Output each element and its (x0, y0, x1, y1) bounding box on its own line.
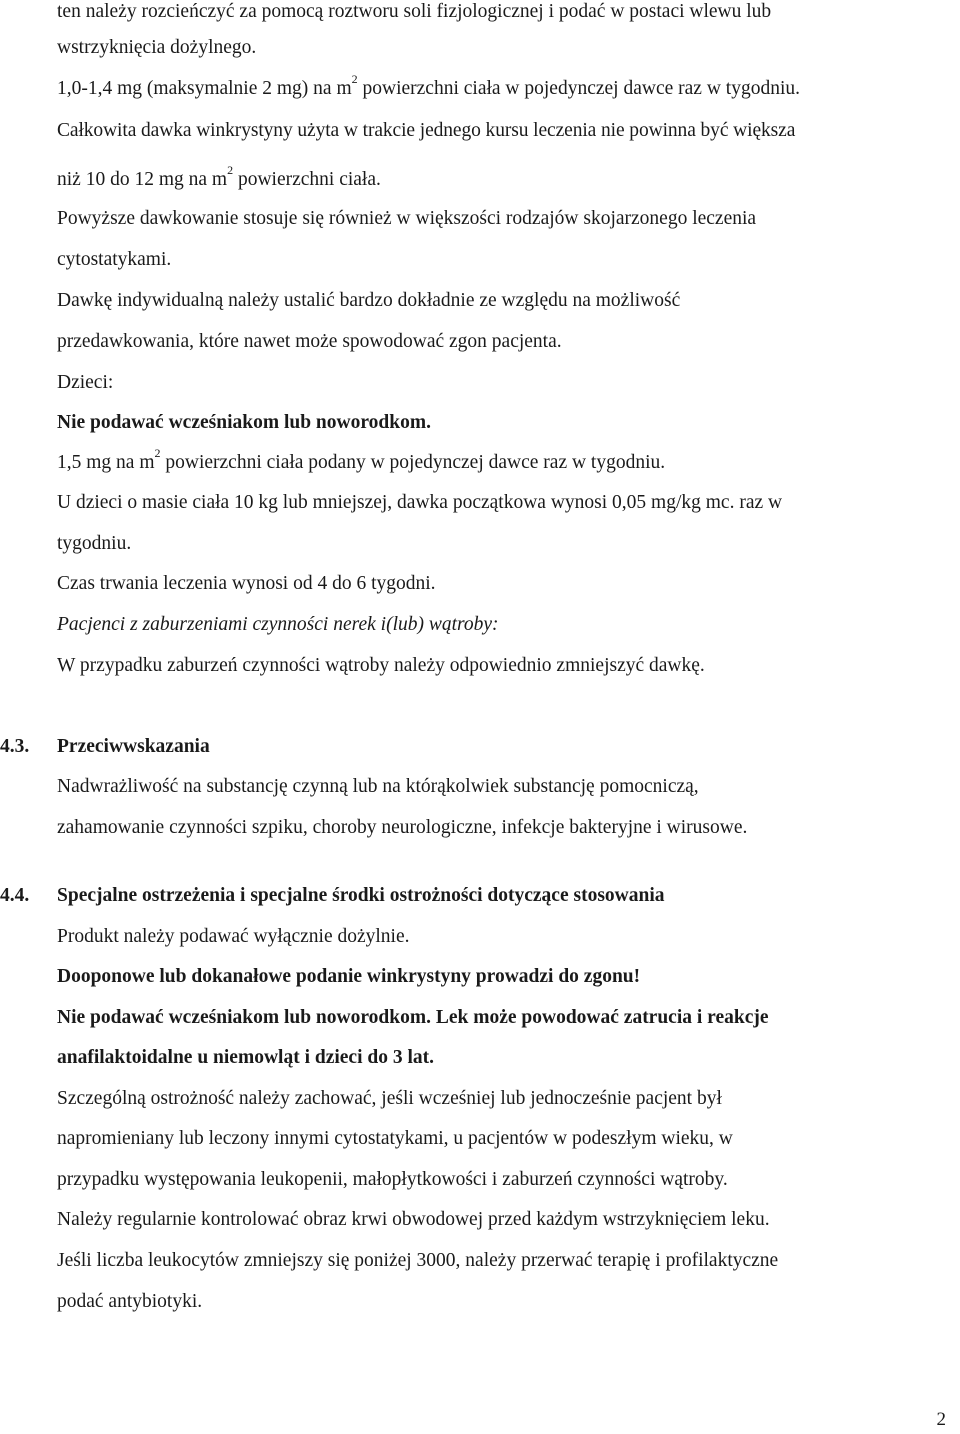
superscript: 2 (227, 163, 234, 177)
section-number: 4.4. (0, 885, 30, 906)
section-number: 4.3. (0, 736, 30, 757)
warning-line: Nie podawać wcześniakom lub noworodkom. Lek może powodować zatrucia i reakcje (57, 1007, 769, 1028)
text-line (57, 446, 666, 476)
warning-line: anafilaktoidalne u niemowląt i dzieci do 3 lat. (57, 1047, 435, 1068)
text-line: cytostatykami. (57, 249, 172, 270)
text-span: powierzchni ciała podany w pojedynczej dawce raz w tygodniu. (160, 452, 666, 473)
text-line: Nadwrażliwość na substancję czynną lub na którąkolwiek substancję pomocniczą, (57, 776, 699, 797)
text-line: przypadku występowania leukopenii, małopłytkowości i zaburzeń czynności wątroby. (57, 1169, 728, 1190)
text-span: niż 10 do 12 mg na m (57, 169, 228, 190)
text-line: Dawkę indywidualną należy ustalić bardzo dokładnie ze względu na możliwość (57, 290, 681, 311)
superscript: 2 (351, 72, 358, 86)
text-line (57, 163, 381, 193)
text-line: Czas trwania leczenia wynosi od 4 do 6 tygodni. (57, 573, 436, 594)
text-line: Jeśli liczba leukocytów zmniejszy się poniżej 3000, należy przerwać terapię i profilaktyczne (57, 1250, 779, 1271)
text-line: Całkowita dawka winkrystyny użyta w trakcie jednego kursu leczenia nie powinna być większa (57, 120, 796, 141)
text-line: U dzieci o masie ciała 10 kg lub mniejszej, dawka początkowa wynosi 0,05 mg/kg mc. raz w (57, 492, 783, 513)
page-number: 2 (936, 1409, 946, 1430)
text-line: ten należy rozcieńczyć za pomocą roztworu soli fizjologicznej i podać w postaci wlewu lub (57, 1, 772, 22)
text-span: 1,5 mg na m (57, 452, 155, 473)
text-span: powierzchni ciała w pojedynczej dawce raz w tygodniu. (357, 78, 800, 99)
text-line: Szczególną ostrożność należy zachować, jeśli wcześniej lub jednocześnie pacjent był (57, 1088, 722, 1109)
text-line: tygodniu. (57, 533, 132, 554)
section-title: Przeciwwskazania (57, 736, 210, 757)
text-span: 1,0-1,4 mg (maksymalnie 2 mg) na m (57, 78, 352, 99)
text-line: wstrzyknięcia dożylnego. (57, 37, 257, 58)
section-title: Specjalne ostrzeżenia i specjalne środki ostrożności dotyczące stosowania (57, 885, 665, 906)
text-span: powierzchni ciała. (233, 169, 381, 190)
text-line: Należy regularnie kontrolować obraz krwi obwodowej przed każdym wstrzyknięciem leku. (57, 1209, 770, 1230)
subheading-italic: Pacjenci z zaburzeniami czynności nerek i(lub) wątroby: (57, 614, 499, 635)
text-line: Produkt należy podawać wyłącznie dożylnie. (57, 926, 410, 947)
text-line: przedawkowania, które nawet może spowodować zgon pacjenta. (57, 331, 562, 352)
text-line: zahamowanie czynności szpiku, choroby neurologiczne, infekcje bakteryjne i wirusowe. (57, 817, 748, 838)
section-label-children: Dzieci: (57, 372, 114, 393)
text-line: W przypadku zaburzeń czynności wątroby należy odpowiednio zmniejszyć dawkę. (57, 655, 705, 676)
text-line: napromieniany lub leczony innymi cytostatykami, u pacjentów w podeszłym wieku, w (57, 1128, 733, 1149)
text-line: podać antybiotyki. (57, 1291, 203, 1312)
text-line (57, 72, 800, 102)
text-line: Powyższe dawkowanie stosuje się również w większości rodzajów skojarzonego leczenia (57, 208, 757, 229)
superscript: 2 (154, 446, 161, 460)
warning-line: Dooponowe lub dokanałowe podanie winkrystyny prowadzi do zgonu! (57, 966, 641, 987)
warning-line: Nie podawać wcześniakom lub noworodkom. (57, 412, 431, 433)
